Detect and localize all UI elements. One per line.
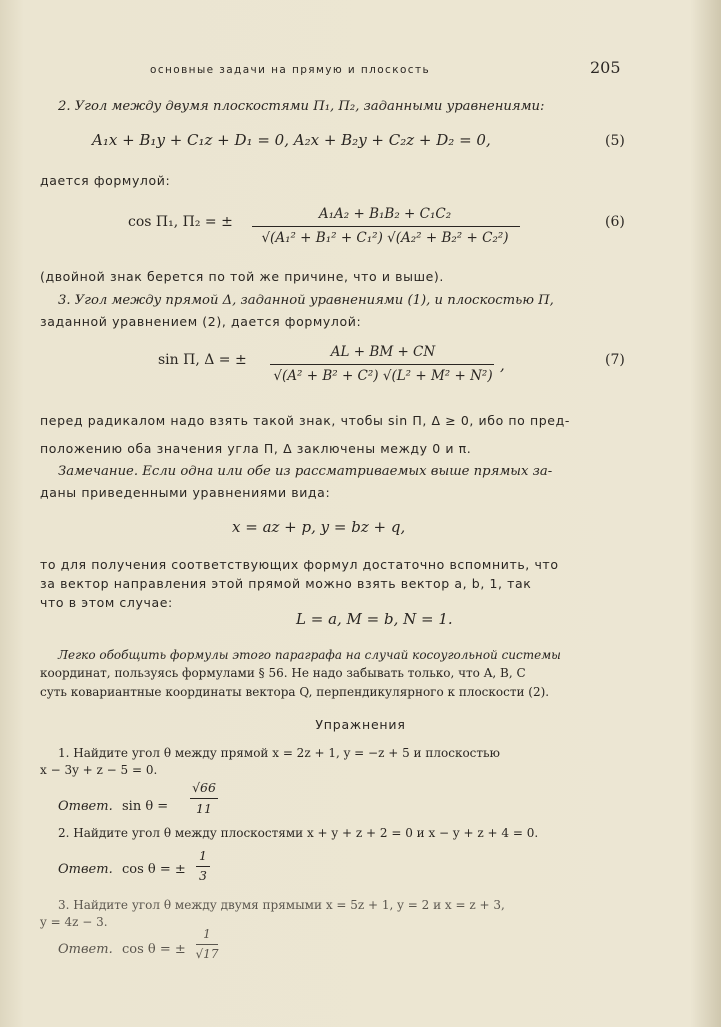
equation-5-number: (5) xyxy=(605,133,625,149)
exercise-3-answer-numerator: 1 xyxy=(203,927,211,941)
exercise-2-answer-lhs: cos θ = ± xyxy=(122,862,186,877)
general-line1: Легко обобщить формулы этого параграфа на случай косоугольной системы xyxy=(58,648,561,662)
general-line3: суть ковариантные координаты вектора Q, перпендикулярного к плоскости (2). xyxy=(40,685,550,699)
exercise-3-answer-denominator: √17 xyxy=(195,947,219,961)
equation-7-fraction-bar xyxy=(270,364,494,365)
equation-6-numerator: A₁A₂ + B₁B₂ + C₁C₂ xyxy=(318,206,452,222)
equation-6-fraction-bar xyxy=(252,226,520,227)
exercise-1-answer-numerator: √66 xyxy=(192,780,216,795)
item3-line2: заданной уравнением (2), дается формулой: xyxy=(40,314,362,329)
equation-6-denominator: √(A₁² + B₁² + C₁²) √(A₂² + B₂² + C₂²) xyxy=(261,230,509,246)
remark-line2: даны приведенными уравнениями вида: xyxy=(40,485,331,500)
exercise-2-line1: 2. Найдите угол θ между плоскостями x + y + z + 2 = 0 и x − y + z + 4 = 0. xyxy=(58,826,539,840)
equation-7-numerator: AL + BM + CN xyxy=(330,344,436,360)
exercise-1-fraction-bar xyxy=(190,798,218,799)
equation-7-number: (7) xyxy=(605,352,625,368)
remark-equation-2: L = a, M = b, N = 1. xyxy=(296,610,453,628)
exercises-heading: Упражнения xyxy=(315,717,406,732)
exercise-3-fraction-bar xyxy=(196,944,218,945)
equation-5: A₁x + B₁y + C₁z + D₁ = 0, A₂x + B₂y + C₂z + D₂ = 0, xyxy=(92,131,491,149)
remark-line3: то для получения соответствующих формул достаточно вспомнить, что xyxy=(40,557,559,572)
exercise-2-answer-denominator: 3 xyxy=(199,868,207,883)
remark-equation: x = az + p, y = bz + q, xyxy=(232,518,406,536)
equation-6-number: (6) xyxy=(605,214,625,230)
general-line2: координат, пользуясь формулами § 56. Не надо забывать только, что A, B, C xyxy=(40,666,526,680)
exercise-3-answer-label: Ответ. xyxy=(58,942,113,957)
exercise-1-answer-denominator: 11 xyxy=(196,801,212,816)
page-number: 205 xyxy=(590,58,621,77)
exercise-3-line2: y = 4z − 3. xyxy=(40,915,108,929)
item2-intro: 2. Угол между двумя плоскостями Π₁, Π₂, заданными уравнениями: xyxy=(58,99,545,114)
exercise-3-line1: 3. Найдите угол θ между двумя прямыми x = 5z + 1, y = 2 и x = z + 3, xyxy=(58,898,505,912)
equation-6-lhs: cos Π₁, Π₂ = ± xyxy=(128,214,233,230)
item2-given: дается формулой: xyxy=(40,173,171,188)
equation-7-denominator: √(A² + B² + C²) √(L² + M² + N²) xyxy=(273,368,493,384)
item3-line4: положению оба значения угла Π, Δ заключены между 0 и π. xyxy=(40,441,472,456)
equation-7-lhs: sin Π, Δ = ± xyxy=(158,352,247,368)
exercise-1-answer-label: Ответ. xyxy=(58,799,113,814)
running-title: основные задачи на прямую и плоскость xyxy=(150,64,431,76)
exercise-1-line2: x − 3y + z − 5 = 0. xyxy=(40,763,158,777)
exercise-1-line1: 1. Найдите угол θ между прямой x = 2z + 1, y = −z + 5 и плоскостью xyxy=(58,746,501,760)
equation-7-comma: , xyxy=(500,356,505,374)
exercise-1-answer-lhs: sin θ = xyxy=(122,799,169,814)
remark-line1: Замечание. Если одна или обе из рассматриваемых выше прямых за- xyxy=(58,464,553,479)
remark-line4: за вектор направления этой прямой можно взять вектор a, b, 1, так xyxy=(40,576,532,591)
exercise-2-answer-label: Ответ. xyxy=(58,862,113,877)
remark-line5: что в этом случае: xyxy=(40,595,173,610)
item3-line1: 3. Угол между прямой Δ, заданной уравнениями (1), и плоскостью Π, xyxy=(58,293,554,308)
exercise-2-answer-numerator: 1 xyxy=(199,848,207,863)
item2-note: (двойной знак берется по той же причине, что и выше). xyxy=(40,269,444,284)
exercise-3-answer-lhs: cos θ = ± xyxy=(122,942,186,957)
item3-line3: перед радикалом надо взять такой знак, чтобы sin Π, Δ ≥ 0, ибо по пред- xyxy=(40,413,570,428)
